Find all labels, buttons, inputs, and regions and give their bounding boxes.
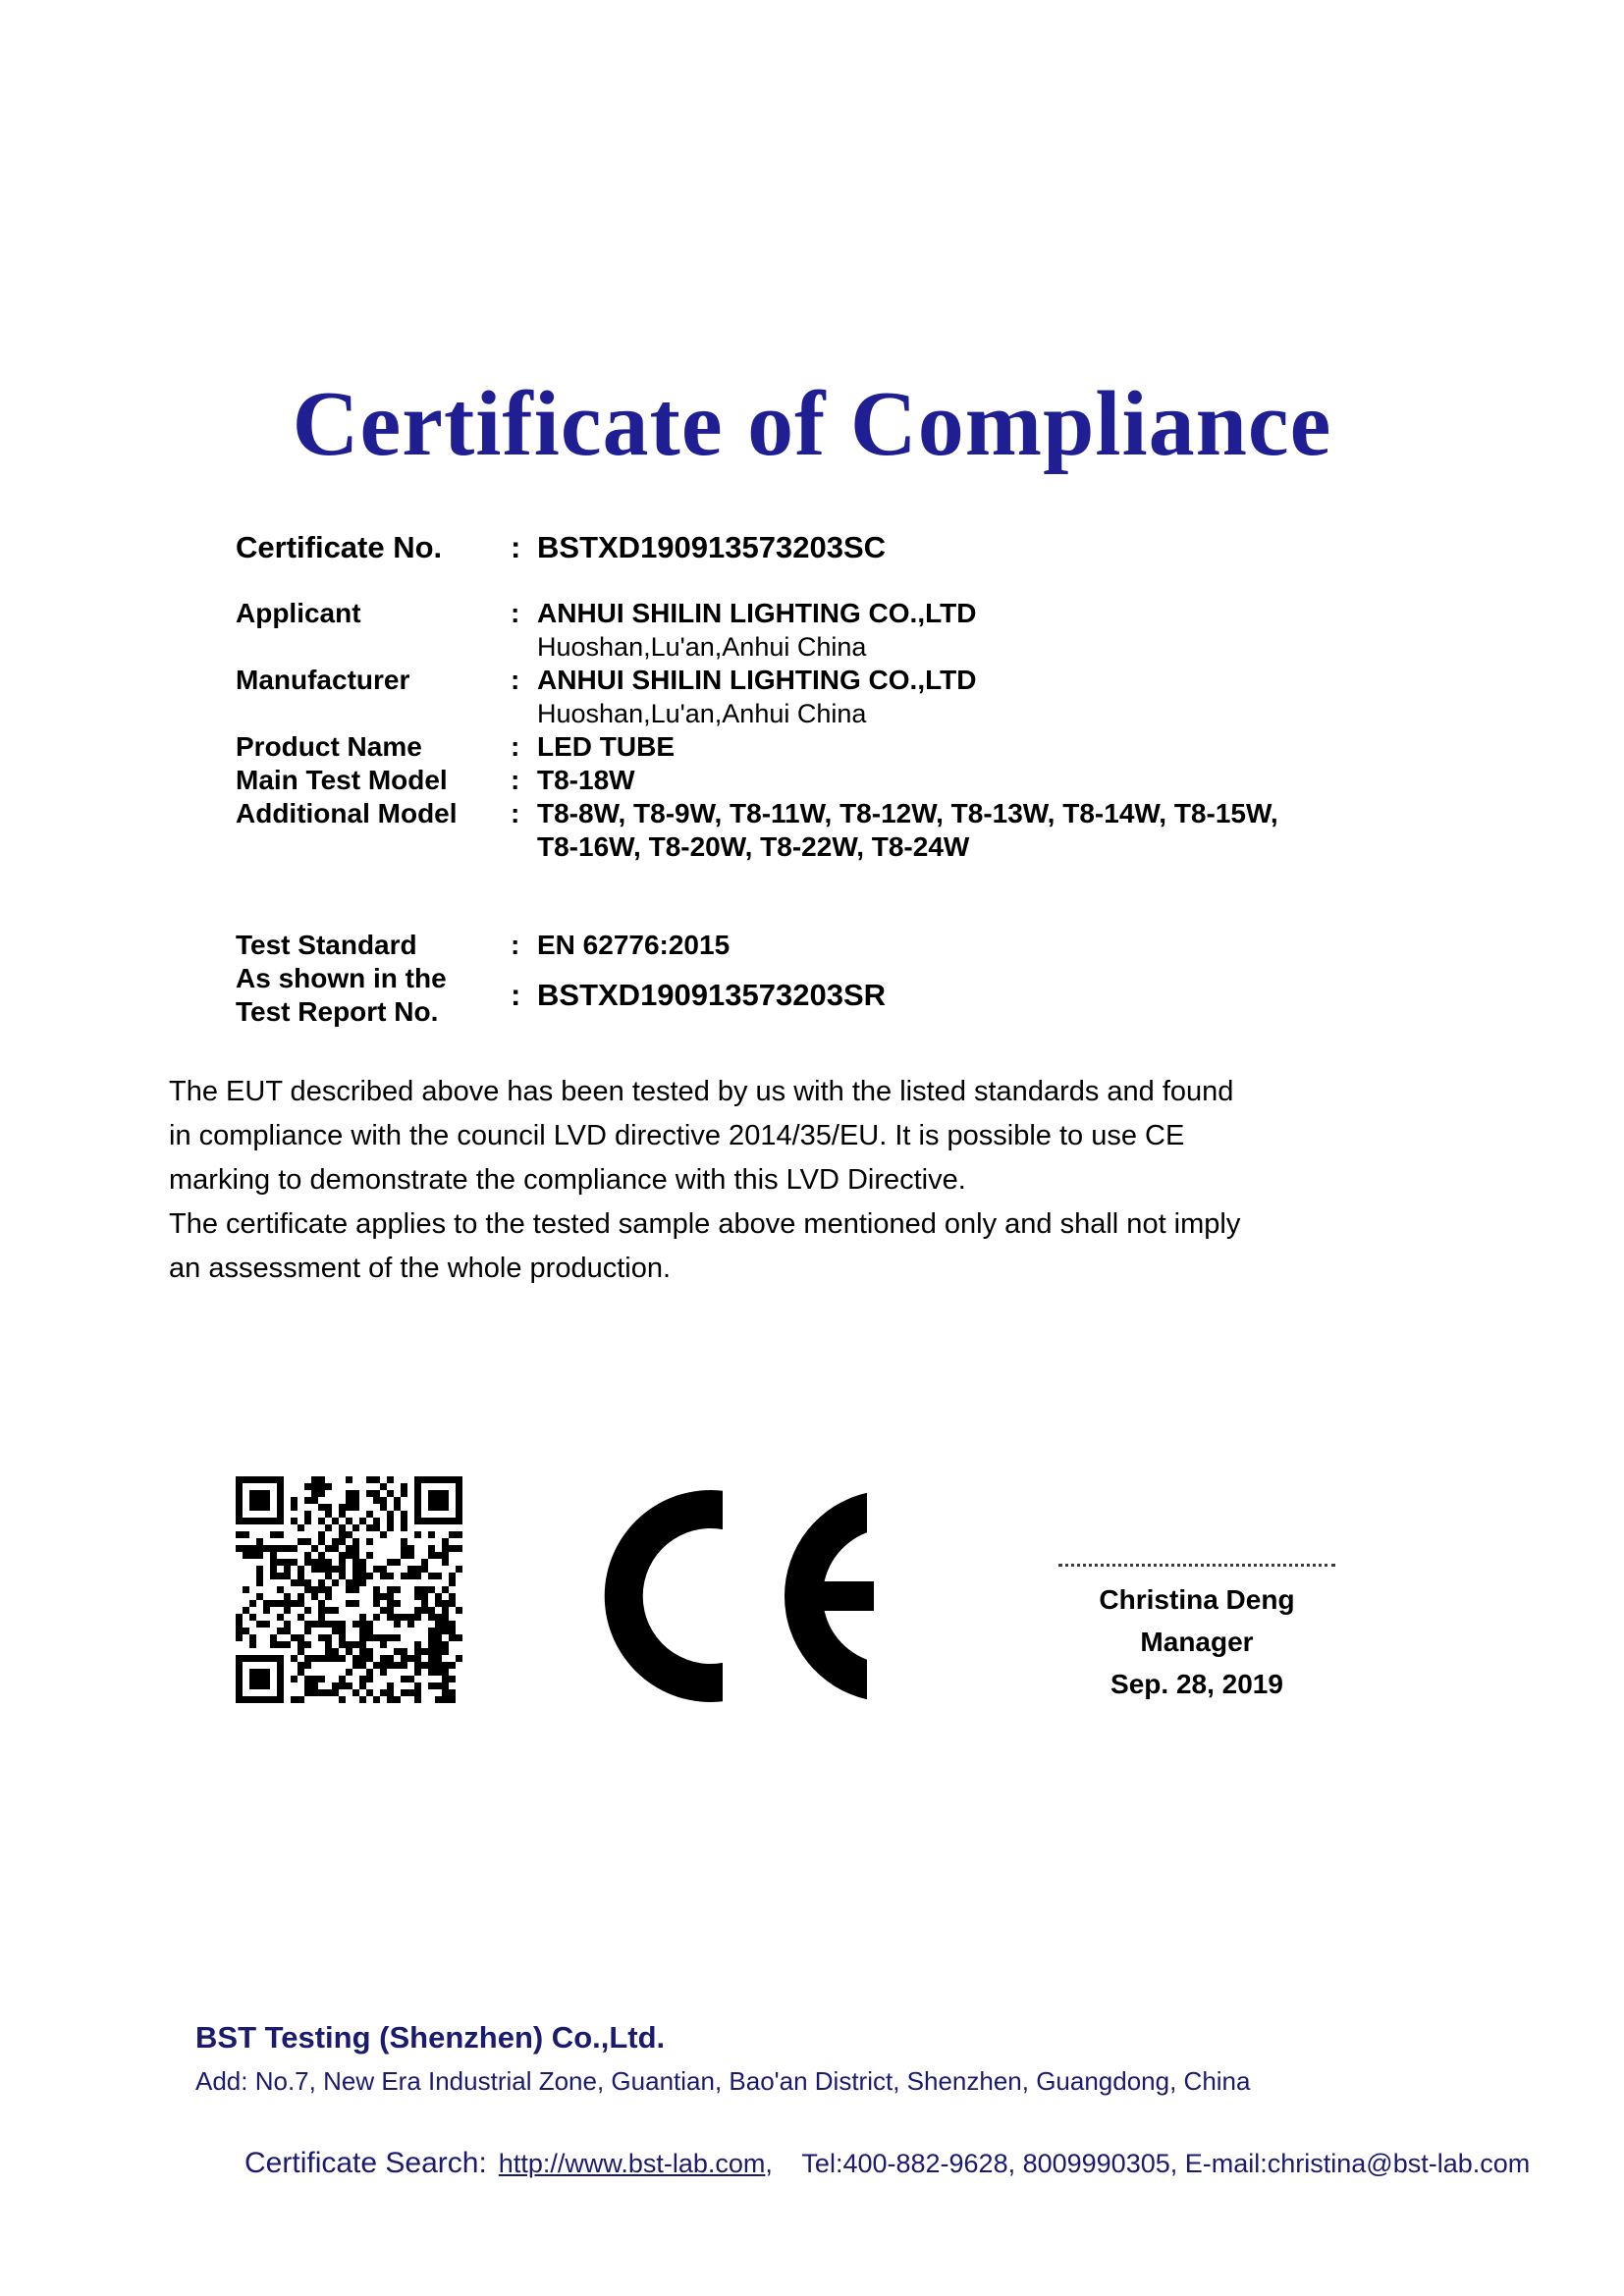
field-label: Product Name <box>236 731 422 762</box>
signatory-role: Manager <box>1140 1627 1254 1657</box>
field-label: Manufacturer <box>236 665 410 695</box>
main-test-model-value: T8-18W <box>537 765 635 795</box>
additional-model-value <box>537 797 1278 864</box>
field-row-main-test-model <box>236 764 1424 797</box>
applicant-address: Huoshan,Lu'an,Anhui China <box>537 632 867 662</box>
certificate-number: BSTXD190913573203SC <box>537 530 887 564</box>
field-label: Applicant <box>236 598 361 628</box>
field-colon: : <box>511 530 521 564</box>
signature-line <box>1058 1564 1335 1567</box>
field-colon: : <box>511 798 520 828</box>
certificate-search-link[interactable]: http://www.bst-lab.com <box>498 2149 766 2178</box>
manufacturer-address: Huoshan,Lu'an,Anhui China <box>537 699 867 728</box>
field-colon: : <box>511 731 520 762</box>
test-report-number: BSTXD190913573203SR <box>537 978 887 1012</box>
contact-info: , Tel:400-882-9628, 8009990305, E-mail:christina@bst-lab.com <box>765 2149 1531 2178</box>
field-colon: : <box>511 598 520 628</box>
statement-line: an assessment of the whole production. <box>169 1253 672 1284</box>
statement-text <box>169 1070 1455 1291</box>
signature-block <box>1058 1564 1335 1705</box>
statement-line: The certificate applies to the tested sample above mentioned only and shall not imply <box>169 1208 1241 1240</box>
field-label: Additional Model <box>236 798 458 828</box>
field-row-certificate-no <box>236 530 1424 565</box>
certificate-search-label: Certificate Search: <box>244 2147 487 2179</box>
field-label: Test Standard <box>236 930 417 960</box>
footer <box>195 2020 1530 2216</box>
applicant-value <box>537 597 976 664</box>
footer-address: Add: No.7, New Era Industrial Zone, Guantian, Bao'an District, Shenzhen, Guangdong, China <box>195 2066 1251 2096</box>
field-colon: : <box>511 930 520 960</box>
qr-code <box>236 1476 462 1703</box>
product-name-value: LED TUBE <box>537 731 675 762</box>
manufacturer-value <box>537 664 976 730</box>
signature-date: Sep. 28, 2019 <box>1110 1669 1283 1699</box>
signatory-name: Christina Deng <box>1099 1584 1295 1615</box>
test-standard-value: EN 62776:2015 <box>537 930 731 960</box>
field-row-additional-model <box>236 797 1424 864</box>
applicant-name: ANHUI SHILIN LIGHTING CO.,LTD <box>537 598 977 628</box>
statement-line: in compliance with the council LVD directive 2014/35/EU. It is possible to use CE <box>169 1120 1185 1151</box>
statement-line: marking to demonstrate the compliance with this LVD Directive. <box>169 1164 966 1196</box>
footer-company: BST Testing (Shenzhen) Co.,Ltd. <box>195 2020 666 2055</box>
certificate-search-row <box>195 2110 1530 2216</box>
field-colon: : <box>511 765 520 795</box>
field-label <box>236 962 511 1029</box>
field-row-applicant <box>236 597 1424 664</box>
statement-line: The EUT described above has been tested by us with the listed standards and found <box>169 1076 1234 1107</box>
field-colon: : <box>511 978 521 1012</box>
manufacturer-name: ANHUI SHILIN LIGHTING CO.,LTD <box>537 665 977 695</box>
field-label-line2: Test Report No. <box>236 996 439 1027</box>
field-colon: : <box>511 665 520 695</box>
additional-model-line2: T8-16W, T8-20W, T8-22W, T8-24W <box>537 831 970 862</box>
field-label-line1: As shown in the <box>236 963 447 993</box>
field-label: Certificate No. <box>236 530 443 564</box>
field-row-test-standard <box>236 929 1424 962</box>
certificate-fields <box>236 530 1424 1029</box>
ce-mark-icon <box>603 1488 878 1704</box>
page-title: Certificate of Compliance <box>292 373 1332 475</box>
field-row-product-name <box>236 730 1424 764</box>
field-row-test-report-no <box>236 962 1424 1029</box>
field-row-manufacturer <box>236 664 1424 730</box>
field-label: Main Test Model <box>236 765 448 795</box>
additional-model-line1: T8-8W, T8-9W, T8-11W, T8-12W, T8-13W, T8-14W, T8-15W, <box>537 798 1278 828</box>
